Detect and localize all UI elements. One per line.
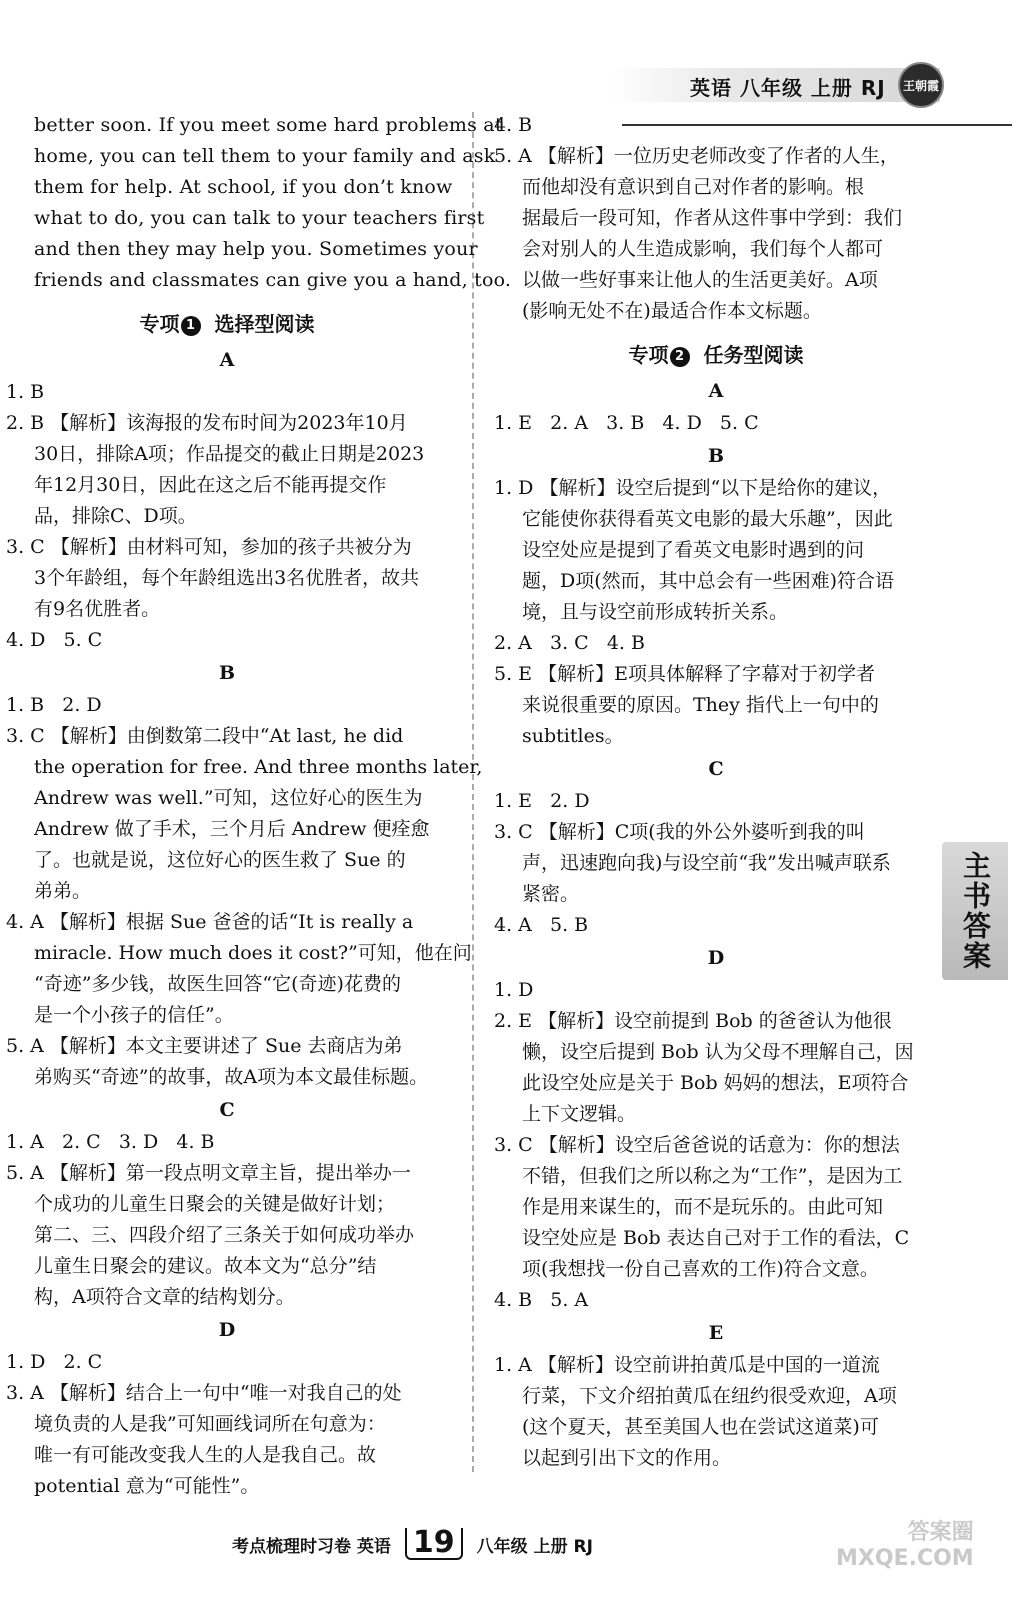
answer-line: 4. A 5. B xyxy=(494,914,589,936)
answer-line: 紧密。 xyxy=(522,883,580,905)
text-line: and then they may help you. Sometimes your xyxy=(34,238,478,260)
text-line: friends and classmates can give you a hand, too. xyxy=(34,269,512,291)
footer-book-title: 考点梳理时习卷 英语 xyxy=(232,1536,391,1557)
watermark-line: 答案圈 xyxy=(907,1520,974,1545)
answer-line: 上下文逻辑。 xyxy=(522,1103,637,1125)
answer-line: 境负责的人是我”可知画线词所在句意为： xyxy=(34,1413,386,1435)
answer-line: 4. B 5. A xyxy=(494,1289,589,1311)
answer-line: 懒，设空后提到 Bob 认为父母不理解自己，因 xyxy=(522,1041,914,1063)
answer-line: 年12月30日，因此在这之后不能再提交作 xyxy=(34,474,387,496)
answer-line: 1. D 2. C xyxy=(6,1351,103,1373)
subsection-letter: B xyxy=(707,445,725,467)
answer-line: 儿童生日聚会的建议。故本文为“总分”结 xyxy=(34,1255,377,1277)
answer-line: 3个年龄组，每个年龄组选出3名优胜者，故共 xyxy=(34,567,420,589)
answer-line: 品，排除C、D项。 xyxy=(34,505,197,527)
answer-line: 构，A项符合文章的结构划分。 xyxy=(34,1286,295,1308)
answer-line: 以做一些好事来让他人的生活更美好。A项 xyxy=(522,269,878,291)
answer-line: 3. A 【解析】结合上一句中“唯一对我自己的处 xyxy=(6,1382,402,1404)
answer-line: 1. D 【解析】设空后提到“以下是给你的建议， xyxy=(494,477,892,499)
left-column xyxy=(6,110,512,1502)
answer-line: 1. D xyxy=(494,979,534,1001)
subsection-letter: A xyxy=(708,380,724,402)
subsection-letter: C xyxy=(219,1099,235,1121)
text-line: better soon. If you meet some hard problems at xyxy=(34,114,503,136)
answer-line: 2. E 【解析】设空前提到 Bob 的爸爸认为他很 xyxy=(494,1010,892,1032)
column-divider xyxy=(472,112,474,1472)
answer-line: 而他却没有意识到自己对作者的影响。根 xyxy=(522,176,865,198)
answer-line: 以起到引出下文的作用。 xyxy=(522,1447,732,1469)
answer-line: Andrew was well.”可知，这位好心的医生为 xyxy=(34,787,423,809)
header-title: 英语 八年级 上册 RJ xyxy=(690,76,886,100)
text-line: home, you can tell them to your family and ask xyxy=(34,145,496,167)
watermark xyxy=(836,1520,974,1572)
answer-line: 境，且与设空前形成转折关系。 xyxy=(522,601,789,623)
subsection-letter: B xyxy=(218,662,236,684)
answer-line: 有9名优胜者。 xyxy=(34,598,161,620)
answer-line: 1. E 2. D xyxy=(494,790,590,812)
answer-line: 5. A 【解析】一位历史老师改变了作者的人生， xyxy=(494,145,899,167)
answer-line: 个成功的儿童生日聚会的关键是做好计划； xyxy=(34,1193,396,1215)
page-number: 19 xyxy=(405,1528,463,1560)
answer-line: Andrew 做了手术，三个月后 Andrew 便痊愈 xyxy=(34,818,430,840)
answer-line: 作是用来谋生的，而不是玩乐的。由此可知 xyxy=(522,1196,884,1218)
page-footer xyxy=(232,1525,593,1560)
answer-line: 项(我想找一份自己喜欢的工作)符合文意。 xyxy=(522,1258,879,1280)
answer-line: 3. C 【解析】由倒数第二段中“At last, he did xyxy=(6,725,404,747)
section-number-badge: 1 xyxy=(181,316,201,336)
answer-line: potential 意为“可能性”。 xyxy=(34,1475,260,1497)
answer-line: 来说很重要的原因。They 指代上一句中的 xyxy=(522,694,879,716)
answer-line: 设空处应是 Bob 表达自己对于工作的看法，C xyxy=(522,1227,910,1249)
answer-line: miracle. How much does it cost?”可知，他在问 xyxy=(34,942,472,964)
subsection-letter: A xyxy=(219,349,235,371)
section-title-1 xyxy=(6,308,448,337)
publisher-logo: 王朝霞 xyxy=(898,62,944,108)
watermark-line: MXQE.COM xyxy=(836,1546,974,1571)
answer-line: 1. B xyxy=(6,381,45,403)
answer-line: 4. D 5. C xyxy=(6,629,103,651)
answer-line: 3. C 【解析】由材料可知，参加的孩子共被分为 xyxy=(6,536,412,558)
section-label: 专项 xyxy=(628,343,669,367)
answer-line: 4. A 【解析】根据 Sue 爸爸的话“It is really a xyxy=(6,911,414,933)
answer-line: 不错，但我们之所以称之为“工作”，是因为工 xyxy=(522,1165,903,1187)
answer-line: 1. A 2. C 3. D 4. B xyxy=(6,1131,215,1153)
answer-line: 设空处应是提到了看英文电影时遇到的问 xyxy=(522,539,865,561)
answer-line: 是一个小孩子的信任”。 xyxy=(34,1004,234,1026)
answer-line: 弟购买“奇迹”的故事，故A项为本文最佳标题。 xyxy=(34,1066,429,1088)
answer-line: 它能使你获得看英文电影的最大乐趣”，因此 xyxy=(522,508,893,530)
answer-line: 弟弟。 xyxy=(34,880,92,902)
answer-line: 5. E 【解析】E项具体解释了字幕对于初学者 xyxy=(494,663,875,685)
side-tab-main-book-answers: 主书答案 xyxy=(942,842,1008,980)
answer-line: 1. B 2. D xyxy=(6,694,102,716)
intro-paragraph xyxy=(6,110,512,296)
answer-line: (影响无处不在)最适合作本文标题。 xyxy=(522,300,822,322)
answer-line: 第二、三、四段介绍了三条关于如何成功举办 xyxy=(34,1224,415,1246)
answer-line: 题，D项(然而，其中总会有一些困难)符合语 xyxy=(522,570,895,592)
answer-line: the operation for free. And three months later, xyxy=(34,756,483,778)
subsection-letter: E xyxy=(708,1322,724,1344)
section-name: 选择型阅读 xyxy=(214,312,315,336)
section-title-2 xyxy=(494,339,938,368)
answer-line: 5. A 【解析】第一段点明文章主旨，提出举办一 xyxy=(6,1162,411,1184)
answer-line: (这个夏天，甚至美国人也在尝试这道菜)可 xyxy=(522,1416,879,1438)
answer-line: 30日，排除A项；作品提交的截止日期是2023 xyxy=(34,443,425,465)
answer-line: 行菜，下文介绍拍黄瓜在纽约很受欢迎，A项 xyxy=(522,1385,897,1407)
answer-line: 5. A 【解析】本文主要讲述了 Sue 去商店为弟 xyxy=(6,1035,403,1057)
answer-line: 声，迅速跑向我)与设空前“我”发出喊声联系 xyxy=(522,852,891,874)
answer-line: 唯一有可能改变我人生的人是我自己。故 xyxy=(34,1444,377,1466)
answer-line: 了。也就是说，这位好心的医生救了 Sue 的 xyxy=(34,849,406,871)
section-name: 任务型阅读 xyxy=(703,343,804,367)
subsection-letter: C xyxy=(708,758,724,780)
answer-line: “奇迹”多少钱，故医生回答“它(奇迹)花费的 xyxy=(34,973,401,995)
section-label: 专项 xyxy=(139,312,180,336)
answer-line: 4. B xyxy=(494,114,533,136)
right-column xyxy=(494,110,938,1474)
answer-line: 3. C 【解析】设空后爸爸说的话意为：你的想法 xyxy=(494,1134,900,1156)
answer-line: 1. E 2. A 3. B 4. D 5. C xyxy=(494,412,759,434)
answer-line: 3. C 【解析】C项(我的外公外婆听到我的叫 xyxy=(494,821,865,843)
answer-line: 2. A 3. C 4. B xyxy=(494,632,645,654)
footer-grade: 八年级 上册 RJ xyxy=(476,1536,593,1557)
answer-line: 此设空处应是关于 Bob 妈妈的想法，E项符合 xyxy=(522,1072,909,1094)
subsection-letter: D xyxy=(707,947,725,969)
answer-line: 2. B 【解析】该海报的发布时间为2023年10月 xyxy=(6,412,408,434)
answer-line: 1. A 【解析】设空前讲拍黄瓜是中国的一道流 xyxy=(494,1354,880,1376)
subsection-letter: D xyxy=(218,1319,236,1341)
answer-line: 会对别人的人生造成影响，我们每个人都可 xyxy=(522,238,884,260)
answer-line: subtitles。 xyxy=(522,725,624,747)
text-line: what to do, you can talk to your teachers first xyxy=(34,207,485,229)
text-line: them for help. At school, if you don’t know xyxy=(34,176,453,198)
answer-line: 据最后一段可知，作者从这件事中学到：我们 xyxy=(522,207,903,229)
section-number-badge: 2 xyxy=(670,347,690,367)
